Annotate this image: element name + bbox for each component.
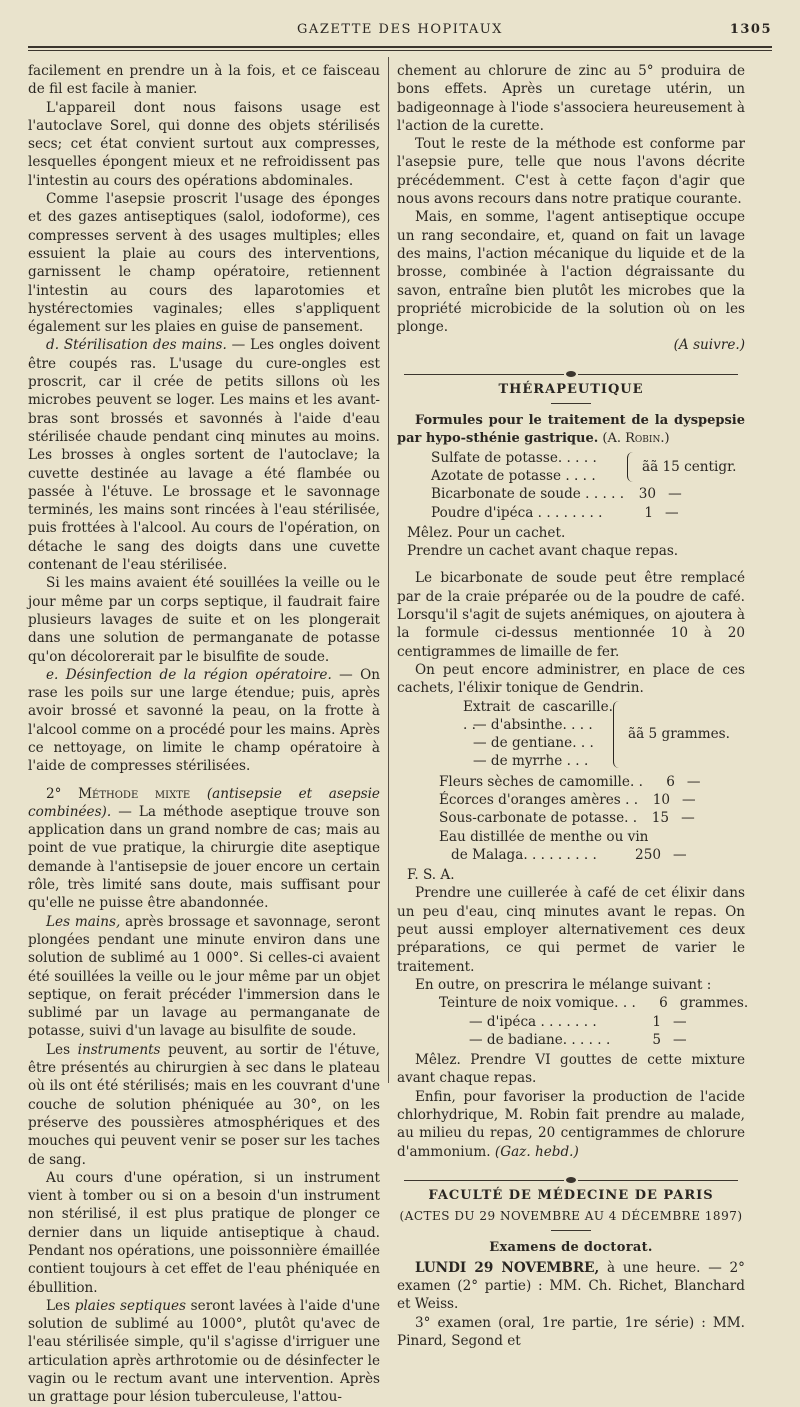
ingredient-name: Sulfate de potasse. . . . . bbox=[431, 449, 597, 466]
paragraph: Le bicarbonate de soude peut être remplacé par de la craie préparée ou de la poudre de café. Lorsqu'il s'agit de sujets anémiques, on ajoutera à la formule ci-dessus mentionnée 10 à 20 centigrammes de limaille de fer. bbox=[397, 570, 745, 660]
column-divider bbox=[388, 57, 389, 1083]
prescription-3 bbox=[439, 994, 749, 1049]
brace bbox=[613, 701, 628, 768]
paragraph: En outre, on prescrira le mélange suivant : bbox=[415, 976, 712, 993]
ingredient-row: Écorces d'oranges amères . . 10 — bbox=[439, 791, 696, 808]
ingredient-row: Eau distillée de menthe ou vin bbox=[439, 828, 649, 845]
instruction: Prendre un cachet avant chaque repas. bbox=[407, 543, 679, 560]
prescription-2-rest bbox=[439, 773, 739, 864]
section-rule bbox=[551, 1230, 591, 1231]
paragraph: e. Désinfection de la région opératoire. — On rase les poils sur une large étendue; puis, après avoir brossé et savonné la peau, on la frotte à l'alcool comme on a procédé pour les mains. Après ce nettoyage, on limite le champ opératoire à l'aide de compresses stérilisées. bbox=[28, 666, 381, 775]
exam-entry: LUNDI 29 NOVEMBRE, à une heure. — 2° examen (2° partie) : MM. Ch. Richet, Blanchard et Weiss. bbox=[397, 1259, 745, 1313]
ingredient-row: Sous-carbonate de potasse. . 15 — bbox=[439, 810, 695, 827]
paragraph: chement au chlorure de zinc au 5° produira de bons effets. Après un curetage utérin, un badigeonnage à l'iode s'associera heureusement à l'action de la curette. bbox=[397, 63, 745, 134]
header-rule bbox=[28, 46, 772, 48]
ingredient-row: Teinture de noix vomique. . . 6 grammes. bbox=[439, 995, 749, 1012]
continued-note: (A suivre.) bbox=[673, 337, 745, 354]
paragraph: Prendre une cuillerée à café de cet élixir dans un peu d'eau, cinq minutes avant le repas. On peut aussi employer alternativement ces deux préparations, ce qui permet de varier le traitement. bbox=[397, 885, 745, 975]
ingredient-name: Azotate de potasse . . . . bbox=[431, 467, 596, 484]
ingredient-row: Fleurs sèches de camomille. . 6 — bbox=[439, 773, 701, 790]
paragraph: Mais, en somme, l'agent antiseptique occupe un rang secondaire, et, quand on fait un lavage des mains, l'action mécanique du liquide et de la brosse, combinée à l'action dégraissante du savon, entraîne bien plutôt les microbes que la propriété microbicide de la solution où on les plonge. bbox=[397, 209, 745, 336]
paragraph: Les instruments peuvent, au sortir de l'étuve, être présentés au chirurgien à sec dans le plateau où ils ont été stérilisés; mais en les couvrant d'une couche de solution phéniquée au 30°, on les préserve des poussières atmosphériques et des mouches qui peuvent venir se poser sur les taches de sang. bbox=[28, 1041, 380, 1168]
shared-quantity: ãã 15 centigr. bbox=[642, 458, 737, 475]
ingredient-row: Poudre d'ipéca . . . . . . . . 1 — bbox=[431, 504, 679, 521]
citation: (Gaz. hebd.) bbox=[494, 1143, 579, 1160]
paragraph: Comme l'asepsie proscrit l'usage des éponges et des gazes antiseptiques (salol, iodoforme), ces compresses servent à des usages multiples; elles essuient la plaie au cours des interventions, garnissent le champ opératoire, retiennent l'intestin au cours des laparotomies et hystérectomies vaginales; elles s'appliquent également sur les plaies en guise de pansement. bbox=[28, 191, 380, 336]
ingredient-group bbox=[431, 449, 737, 486]
paragraph: Tout le reste de la méthode est conforme par l'asepsie pure, telle que nous l'avons décrite précédemment. C'est à cette façon d'agir que nous avons recours dans notre pratique courante. bbox=[397, 136, 745, 208]
paragraph: Si les mains avaient été souillées la veille ou le jour même par un corps septique, il faudrait faire plusieurs lavages de suite et on les plongerait dans une solution de permanganate de potasse qu'on décolorerait par le bisulfite de soude. bbox=[28, 575, 380, 665]
right-column bbox=[397, 62, 749, 1350]
subsection-label: d. Stérilisation des mains. bbox=[46, 337, 227, 354]
paragraph: Les plaies septiques seront lavées à l'aide d'une solution de sublimé au 1000°, plutôt qu'avec de l'eau stérilisée simple, qu'il s'agisse d'irriguer une articulation après arthrotomie ou de désinfecter le vagin ou le rectum avant une intervention. Après un grattage pour lésion tuberculeuse, l'attou- bbox=[28, 1297, 380, 1406]
paragraph: Enfin, pour favoriser la production de l'acide chlorhydrique, M. Robin fait prendre au malade, au milieu du repas, 20 centigrammes de chlorure d'ammonium. (Gaz. hebd.) bbox=[397, 1088, 745, 1160]
paragraph: Mêlez. Prendre VI gouttes de cette mixture avant chaque repas. bbox=[397, 1052, 745, 1087]
paragraph: 2° Méthode mixte (antisepsie et asepsie combinées). — La méthode aseptique trouve son application dans un grand nombre de cas; mais au point de vue pratique, la chirurgie dite aseptique demande à l'antisepsie de jouer encore un certain rôle, très limité sans doute, mais suffisant pour qu'elle ne puisse être abandonnée. bbox=[28, 785, 380, 912]
header-rule-thin bbox=[28, 50, 772, 51]
formula-title: Formules pour le traitement de la dyspepsie par hypo-sthénie gastrique. (A. Robin.) bbox=[397, 413, 745, 447]
paragraph: L'appareil dont nous faisons usage est l'autoclave Sorel, qui donne des objets stérilisés secs; cet état convient surtout aux compresses, lesquelles épongent mieux et ne refroidissent pas l'intestin au cours des opérations abdominales. bbox=[28, 99, 380, 189]
publication-title: GAZETTE DES HOPITAUX bbox=[297, 22, 503, 37]
left-column bbox=[28, 62, 380, 1407]
section-rule bbox=[551, 403, 591, 404]
subsection-label: e. Désinfection de la région opératoire. bbox=[46, 666, 332, 683]
section-ornament bbox=[397, 1171, 745, 1179]
subsection-title: Examens de doctorat. bbox=[489, 1239, 653, 1255]
paragraph: Les mains, après brossage et savonnage, seront plongées pendant une minute environ dans une solution de sublimé au 1 000°. Si celles-ci avaient été souillées la veille ou le jour même par un objet septique, on ferait précéder l'immersion dans le sublimé par un lavage au permanganate de potasse, suivi d'un lavage au bisulfite de soude. bbox=[28, 913, 380, 1040]
prescription-2 bbox=[463, 698, 733, 771]
ingredient-group: Extrait de cascarille. . . — d'absinthe. . . . — de gentiane. . . — de myrrhe . . . ãã 5 grammes. bbox=[463, 698, 733, 771]
running-head bbox=[28, 22, 772, 42]
ingredient-row: — d'ipéca . . . . . . . 1 — bbox=[469, 1013, 687, 1030]
section-title: FACULTÉ DE MÉDECINE DE PARIS bbox=[428, 1187, 714, 1203]
page-number: 1305 bbox=[729, 22, 772, 37]
paragraph: facilement en prendre un à la fois, et ce faisceau de fil est facile à manier. bbox=[28, 63, 380, 98]
section-subtitle: (ACTES DU 29 NOVEMBRE AU 4 DÉCEMBRE 1897) bbox=[399, 1209, 743, 1224]
instruction: F. S. A. bbox=[407, 867, 455, 884]
exam-entry: 3° examen (oral, 1re partie, 1re série) : MM. Pinard, Segond et bbox=[397, 1314, 745, 1349]
section-title: THÉRAPEUTIQUE bbox=[498, 381, 644, 397]
prescription-1 bbox=[431, 449, 737, 522]
paragraph: d. Stérilisation des mains. — Les ongles doivent être coupés ras. L'usage du cure-ongles est proscrit, car il crée de petits sillons où les microbes peuvent se loger. Les mains et les avant-bras sont brossés et savonnés à l'aide d'eau stérilisée chaude pendant cinq minutes au moins. Les brosses à ongles sortent de l'autoclave; la cuvette destinée au lavage a été flambée ou passée à l'étuve. Le brossage et le savonnage terminés, les mains sont rincées à l'eau stérilisée, puis frottées à l'alcool. Au cours de l'opération, on détache le sang des doigts dans une cuvette contenant de l'eau stérilisée. bbox=[28, 337, 380, 574]
ingredient-row: — de badiane. . . . . . 5 — bbox=[469, 1031, 687, 1048]
paragraph: On peut encore administrer, en place de ces cachets, l'élixir tonique de Gendrin. bbox=[397, 661, 745, 697]
section-label: Méthode mixte bbox=[78, 785, 191, 802]
paragraph: Au cours d'une opération, si un instrument vient à tomber ou si on a besoin d'un instrument non stérilisé, il est plus pratique de plonger ce dernier dans un liquide antiseptique à chaud. Pendant nos opérations, une poissonnière émaillée contient toujours à cet effet de l'eau phéniquée en ébullition. bbox=[28, 1169, 380, 1296]
section-ornament bbox=[397, 365, 745, 373]
instruction: Mêlez. Pour un cachet. bbox=[407, 524, 566, 541]
shared-quantity: ãã 5 grammes. bbox=[628, 725, 730, 742]
brace bbox=[627, 452, 642, 483]
ingredient-row: de Malaga. . . . . . . . . 250 — bbox=[451, 846, 687, 863]
ingredient-row: Bicarbonate de soude . . . . . 30 — bbox=[431, 486, 682, 503]
